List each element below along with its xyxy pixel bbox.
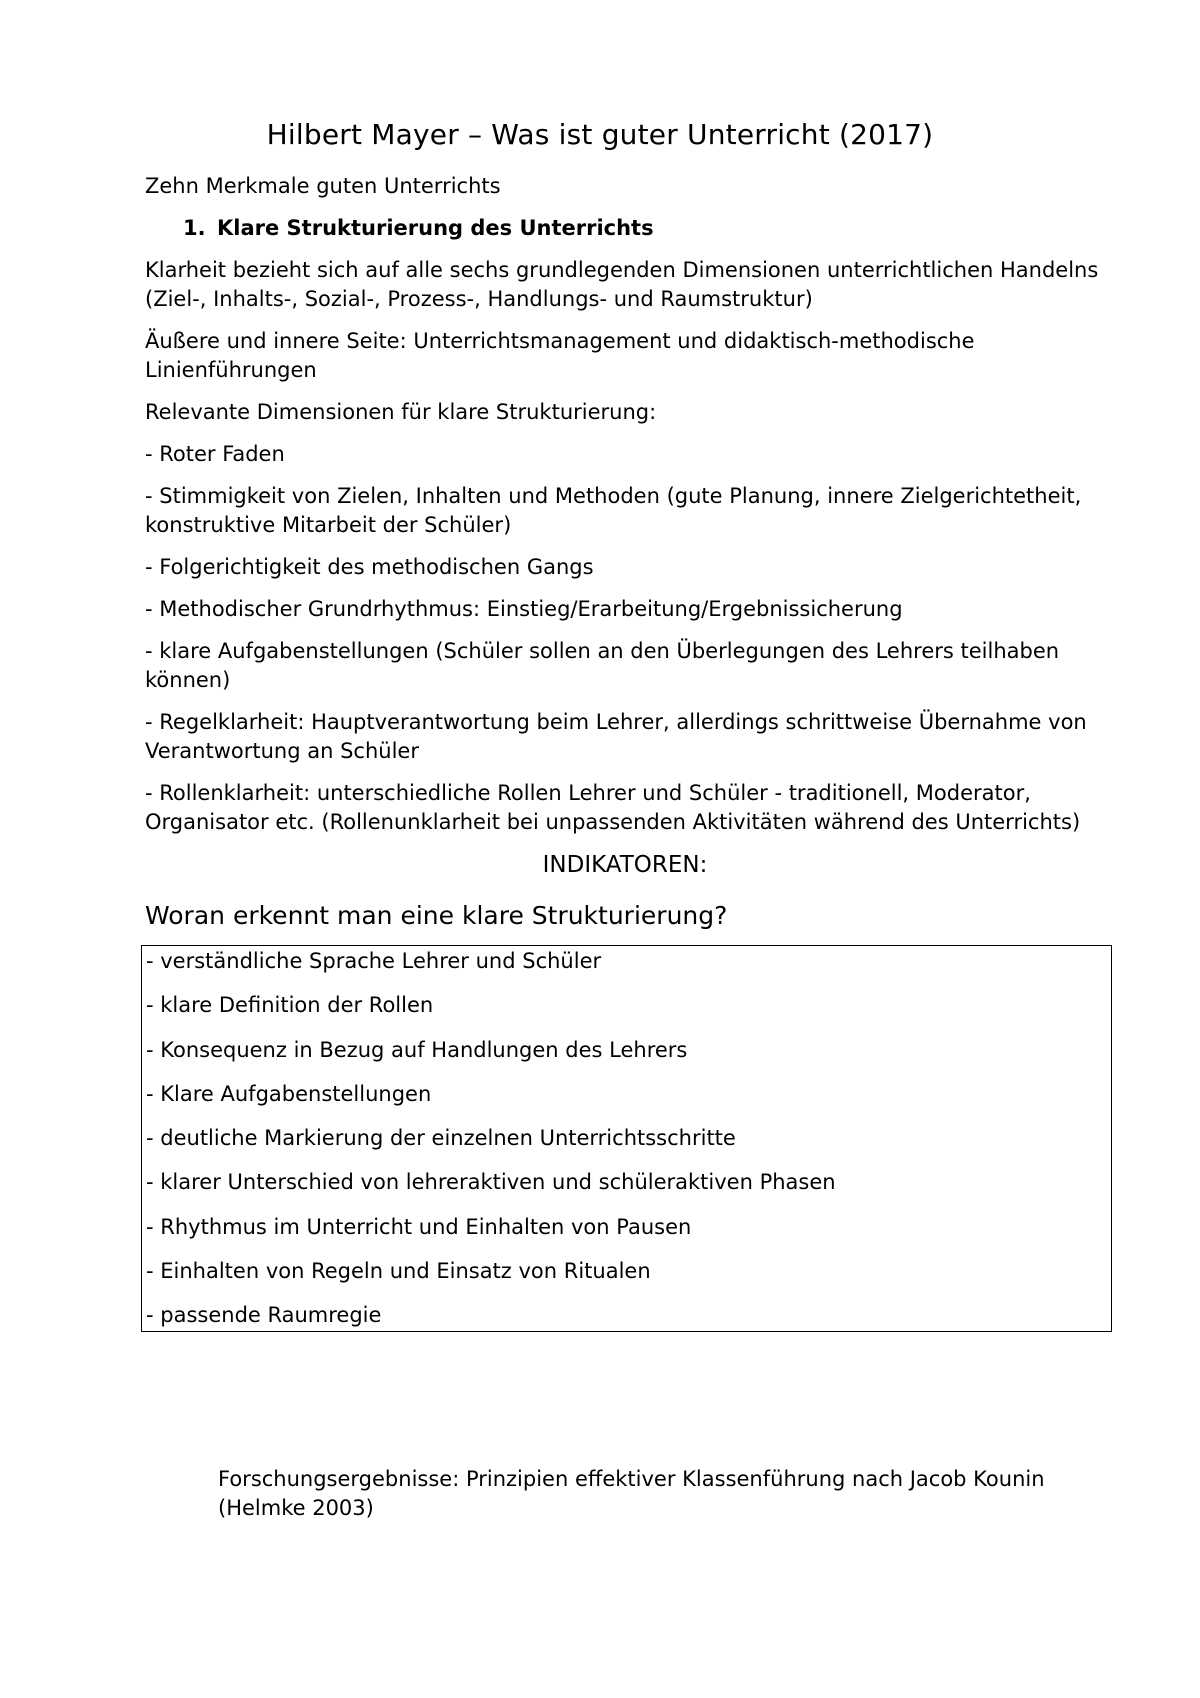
document-body bbox=[145, 172, 1105, 1332]
list-item-aufgabenstellungen: - klare Aufgabenstellungen (Schüler sollen an den Überlegungen des Lehrers teilhaben können) bbox=[145, 639, 1060, 692]
indicator-item: - klare Definition der Rollen bbox=[146, 993, 434, 1018]
indicator-item: - Einhalten von Regeln und Einsatz von Ritualen bbox=[146, 1259, 651, 1284]
research-note: Forschungsergebnisse: Prinzipien effektiver Klassenführung nach Jacob Kounin (Helmke 2003) bbox=[218, 1467, 1045, 1520]
document-title: Hilbert Mayer – Was ist guter Unterricht (2017) bbox=[266, 118, 934, 151]
paragraph-clarity-dimensions: Klarheit bezieht sich auf alle sechs grundlegenden Dimensionen unterrichtlichen Handelns (Ziel-, Inhalts-, Sozial-, Prozess-, Handlungs- und Raumstruktur) bbox=[145, 258, 1099, 311]
list-item-folgerichtigkeit: - Folgerichtigkeit des methodischen Gangs bbox=[145, 555, 594, 579]
paragraph-relevant-dimensions: Relevante Dimensionen für klare Strukturierung: bbox=[145, 400, 657, 424]
indicator-item: - klarer Unterschied von lehreraktiven und schüleraktiven Phasen bbox=[146, 1170, 836, 1195]
list-item-roter-faden: - Roter Faden bbox=[145, 442, 285, 466]
indicator-item: - Klare Aufgabenstellungen bbox=[146, 1081, 432, 1106]
indicator-item: - Konsequenz in Bezug auf Handlungen des Lehrers bbox=[146, 1037, 688, 1062]
list-item-grundrhythmus: - Methodischer Grundrhythmus: Einstieg/Erarbeitung/Ergebnissicherung bbox=[145, 597, 903, 621]
indicator-item: - Rhythmus im Unterricht und Einhalten von Pausen bbox=[146, 1214, 692, 1239]
list-item-rollenklarheit: - Rollenklarheit: unterschiedliche Rollen Lehrer und Schüler - traditionell, Moderator, Organisator etc. (Rollenunklarheit bei unpassenden Aktivitäten während des Unterrichts) bbox=[145, 781, 1081, 834]
indicator-item: - deutliche Markierung der einzelnen Unterrichtsschritte bbox=[146, 1126, 736, 1151]
indicators-heading: INDIKATOREN: bbox=[542, 852, 708, 878]
indicators-question: Woran erkennt man eine klare Strukturierung? bbox=[145, 901, 728, 930]
paragraph-outer-inner-side: Äußere und innere Seite: Unterrichtsmanagement und didaktisch-methodische Linienführungen bbox=[145, 329, 975, 382]
list-item-regelklarheit: - Regelklarheit: Hauptverantwortung beim Lehrer, allerdings schrittweise Übernahme von Verantwortung an Schüler bbox=[145, 710, 1087, 763]
list-item-stimmigkeit: - Stimmigkeit von Zielen, Inhalten und Methoden (gute Planung, innere Zielgerichtetheit, konstruktive Mitarbeit der Schüler) bbox=[145, 484, 1082, 537]
section-heading-text: Klare Strukturierung des Unterrichts bbox=[217, 216, 654, 240]
section-number: 1. bbox=[183, 216, 206, 240]
indicator-item: - passende Raumregie bbox=[146, 1303, 382, 1328]
document-subtitle: Zehn Merkmale guten Unterrichts bbox=[145, 174, 501, 198]
section-heading bbox=[183, 214, 1105, 243]
indicators-box bbox=[141, 945, 1112, 1332]
indicator-item: - verständliche Sprache Lehrer und Schüler bbox=[146, 949, 602, 973]
